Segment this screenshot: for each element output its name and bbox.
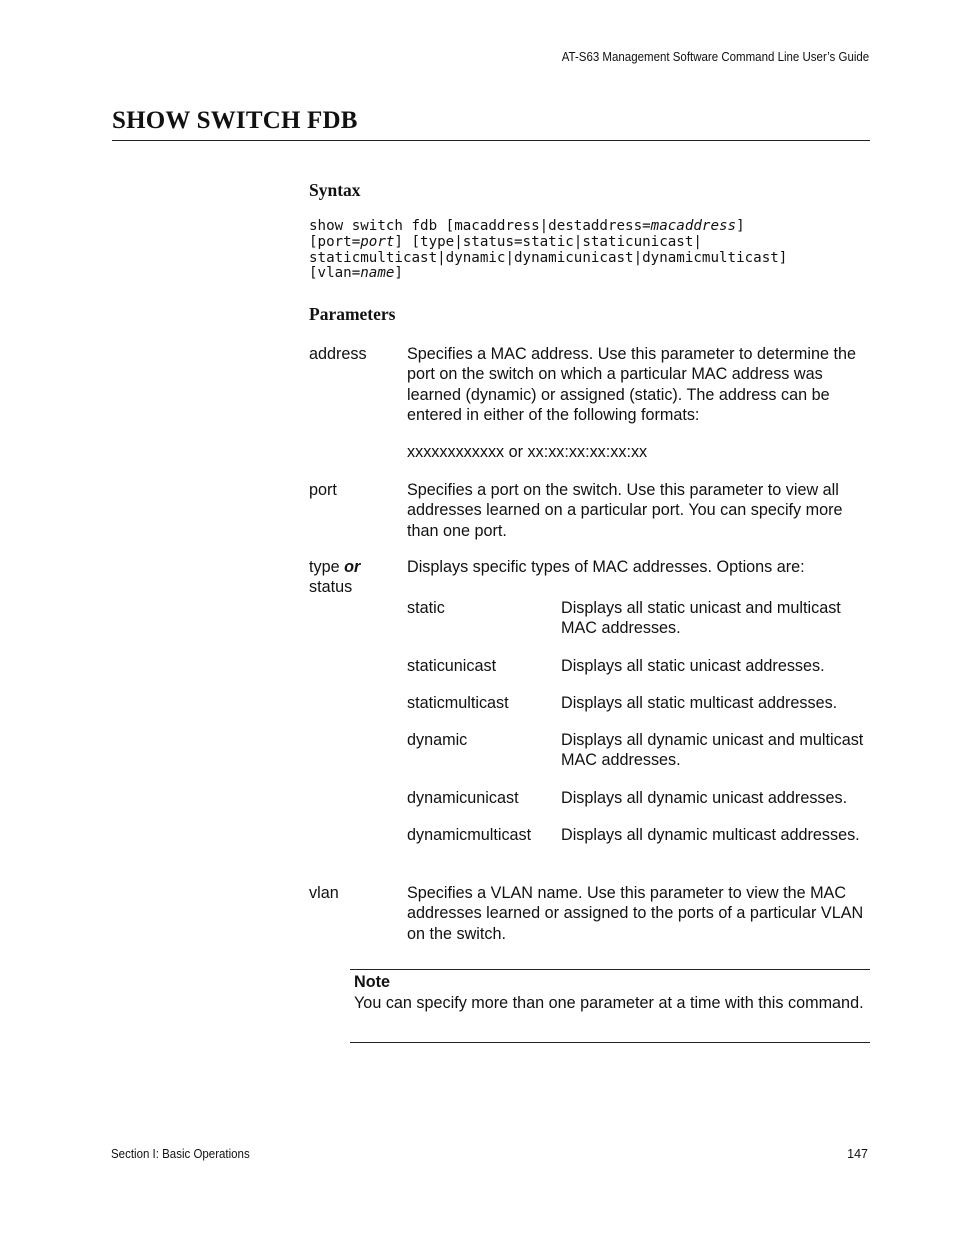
syntax-variable: port bbox=[360, 233, 395, 250]
syntax-text: ] [type|status=static|staticunicast| bbox=[394, 233, 702, 250]
option-desc: Displays all static multicast addresses. bbox=[561, 694, 838, 712]
note-title: Note bbox=[354, 973, 390, 991]
syntax-text: [vlan= bbox=[309, 265, 361, 282]
footer-section: Section I: Basic Operations bbox=[111, 1147, 250, 1161]
note-top-rule bbox=[350, 969, 870, 970]
parameters-heading: Parameters bbox=[309, 304, 396, 324]
param-desc-type: Displays specific types of MAC addresses. Options are: bbox=[407, 558, 805, 576]
note-body: You can specify more than one parameter at a time with this command. bbox=[354, 994, 864, 1012]
syntax-text: ] bbox=[394, 265, 403, 282]
syntax-text: [port= bbox=[309, 233, 361, 250]
syntax-heading: Syntax bbox=[309, 180, 361, 200]
option-name: staticunicast bbox=[407, 657, 497, 675]
param-desc-port: Specifies a port on the switch. Use this parameter to view all addresses learned on a particular port. You can specify more than one port. bbox=[407, 481, 843, 540]
page-number: 147 bbox=[847, 1147, 868, 1161]
option-desc: Displays all dynamic unicast and multicast MAC addresses. bbox=[561, 731, 864, 770]
option-desc: Displays all dynamic unicast addresses. bbox=[561, 789, 848, 807]
syntax-text: show switch fdb [macaddress|destaddress= bbox=[309, 218, 651, 234]
param-name-text: status bbox=[309, 578, 353, 597]
option-desc: Displays all static unicast and multicast MAC addresses. bbox=[561, 599, 841, 638]
option-name: dynamic bbox=[407, 731, 468, 749]
param-name-port: port bbox=[309, 481, 337, 499]
syntax-variable: macaddress bbox=[650, 218, 737, 234]
syntax-variable: name bbox=[360, 265, 395, 282]
option-name: dynamicmulticast bbox=[407, 826, 532, 844]
note-bottom-rule bbox=[350, 1042, 870, 1043]
option-name: staticmulticast bbox=[407, 694, 509, 712]
syntax-text: staticmulticast|dynamic|dynamicunicast|dynamicmulticast] bbox=[309, 249, 788, 266]
param-name-vlan: vlan bbox=[309, 884, 339, 902]
running-header: AT-S63 Management Software Command Line User’s Guide bbox=[561, 50, 869, 64]
page-title: SHOW SWITCH FDB bbox=[112, 107, 358, 134]
option-name: dynamicunicast bbox=[407, 789, 519, 807]
param-name-text: type bbox=[309, 558, 345, 576]
param-address-formats: xxxxxxxxxxxx or xx:xx:xx:xx:xx:xx bbox=[407, 443, 648, 461]
param-name-type bbox=[309, 557, 360, 598]
param-name-or: or bbox=[344, 558, 361, 576]
param-desc-vlan: Specifies a VLAN name. Use this parameter to view the MAC addresses learned or assigned to the ports of a particular VLAN on the switch. bbox=[407, 884, 864, 943]
option-desc: Displays all dynamic multicast addresses. bbox=[561, 826, 860, 844]
option-desc: Displays all static unicast addresses. bbox=[561, 657, 825, 675]
param-desc-address: Specifies a MAC address. Use this parameter to determine the port on the switch on which a particular MAC address was learned (dynamic) or assigned (static). The address can be entered in either of the following formats: bbox=[407, 345, 856, 424]
syntax-block bbox=[309, 219, 787, 282]
title-divider bbox=[112, 140, 870, 141]
param-name-address: address bbox=[309, 345, 367, 363]
syntax-text: ] bbox=[736, 218, 745, 234]
option-name: static bbox=[407, 599, 445, 617]
